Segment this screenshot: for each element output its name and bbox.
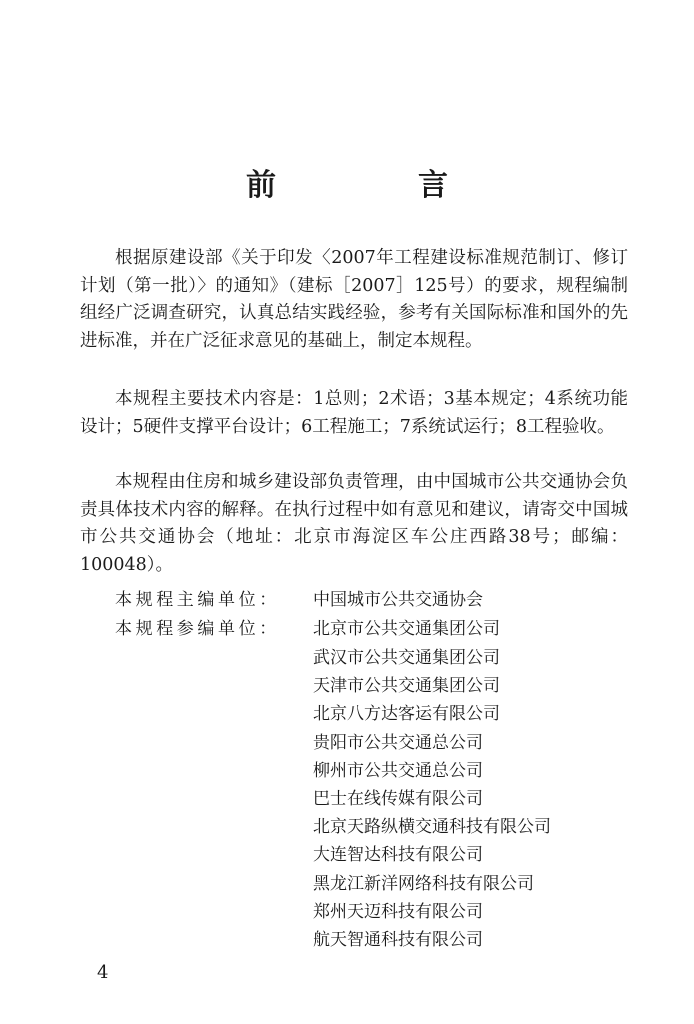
list-item: 郑州天迈科技有限公司 bbox=[313, 901, 483, 922]
list-item: 黑龙江新洋网络科技有限公司 bbox=[313, 873, 534, 894]
participating-row bbox=[115, 616, 500, 643]
chief-editor-label: 本规程主编单位： bbox=[115, 590, 280, 610]
paragraph-1 bbox=[80, 245, 628, 355]
list-item: 大连智达科技有限公司 bbox=[313, 845, 483, 866]
paragraph-text: 本规程主要技术内容是：1总则；2术语；3基本规定；4系统功能设计；5硬件支撑平台设计；6工程施工；7系统试运行；8工程验收。 bbox=[80, 389, 628, 437]
paragraph-text: 根据原建设部《关于印发〈2007年工程建设标准规范制订、修订计划（第一批）〉的通知》（建标［2007］125号）的要求，规程编制组经广泛调查研究，认真总结实践经验，参考有关国际标准和国外的先进标准，并在广泛征求意见的基础上，制定本规程。 bbox=[80, 248, 628, 351]
paragraph-2 bbox=[80, 386, 628, 441]
list-item: 北京八方达客运有限公司 bbox=[313, 704, 500, 725]
paragraph-3 bbox=[80, 469, 628, 579]
paragraph-text: 本规程由住房和城乡建设部负责管理，由中国城市公共交通协会负责具体技术内容的解释。在执行过程中如有意见和建议，请寄交中国城市公共交通协会（地址：北京市海淀区车公庄西路38号；邮编：100048）。 bbox=[80, 472, 628, 575]
list-item: 贵阳市公共交通总公司 bbox=[313, 732, 483, 753]
participating-units-list bbox=[313, 644, 551, 954]
chief-editor-value: 中国城市公共交通协会 bbox=[313, 590, 483, 610]
list-item: 巴士在线传媒有限公司 bbox=[313, 789, 483, 810]
list-item: 航天智通科技有限公司 bbox=[313, 930, 483, 951]
list-item: 柳州市公共交通总公司 bbox=[313, 760, 483, 781]
participating-label: 本规程参编单位： bbox=[115, 619, 280, 639]
list-item: 北京天路纵横交通科技有限公司 bbox=[313, 817, 551, 838]
list-item: 武汉市公共交通集团公司 bbox=[313, 648, 500, 668]
page-number: 4 bbox=[97, 962, 109, 983]
page-title: 前 言 bbox=[246, 168, 504, 203]
participating-unit: 北京市公共交通集团公司 bbox=[313, 619, 500, 639]
list-item: 天津市公共交通集团公司 bbox=[313, 676, 500, 697]
chief-editor-row bbox=[115, 587, 483, 614]
